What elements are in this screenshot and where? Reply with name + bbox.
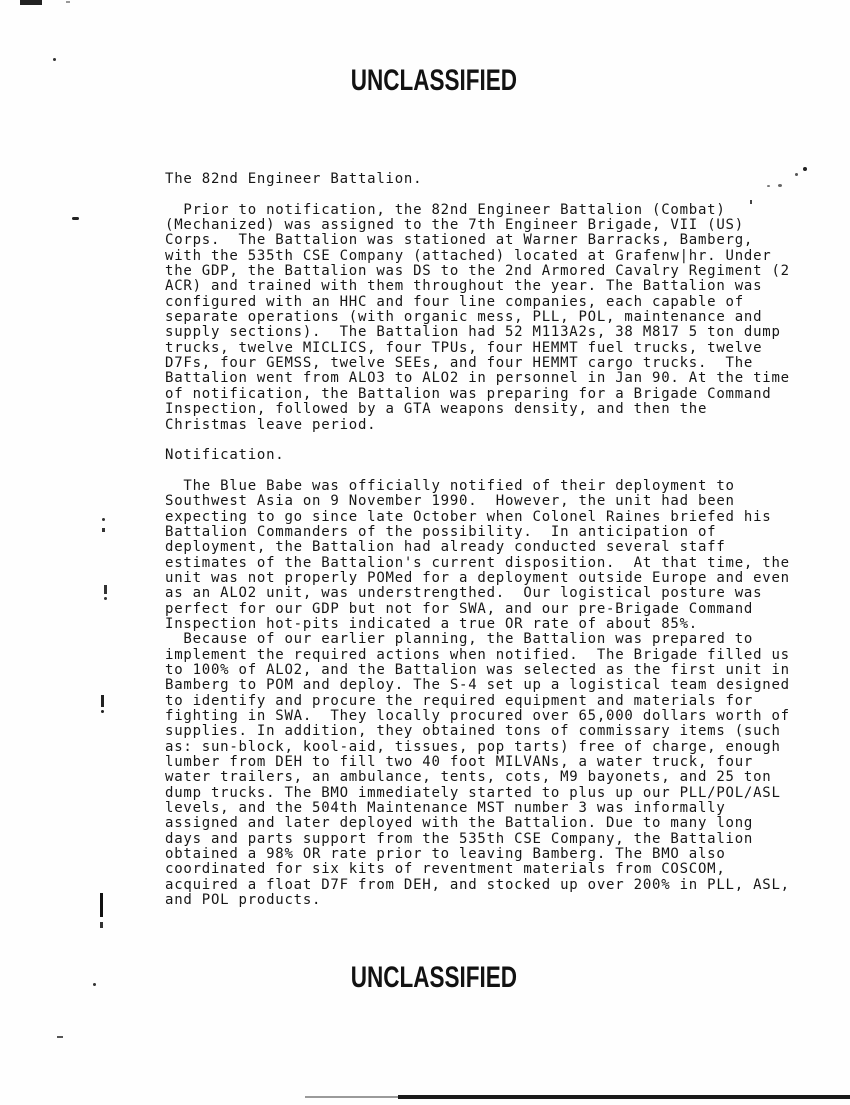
text-line: Because of our earlier planning, the Battalion was prepared to [165, 631, 754, 648]
text-line: assigned and later deployed with the Battalion. Due to many long [165, 815, 754, 832]
scan-edge-line-black [398, 1095, 850, 1099]
text-line: Bamberg to POM and deploy. The S-4 set up a logistical team designed [165, 677, 790, 694]
scan-artifact-speck [750, 200, 752, 204]
text-line: trucks, twelve MICLICS, four TPUs, four HEMMT fuel trucks, twelve [165, 339, 763, 356]
text-line: ACR) and trained with them throughout the year. The Battalion was [165, 278, 763, 295]
text-line: levels, and the 504th Maintenance MST number 3 was informally [165, 800, 726, 817]
text-line: implement the required actions when notified. The Brigade filled us [165, 646, 790, 663]
text-line: to 100% of ALO2, and the Battalion was selected as the first unit in [165, 662, 790, 678]
text-line: Inspection, followed by a GTA weapons density, and then the [165, 401, 708, 418]
scan-artifact-exclaim-dot [101, 710, 104, 713]
scan-artifact-speck [778, 184, 782, 187]
scan-artifact-margin-tick [100, 922, 103, 928]
text-line: D7Fs, four GEMSS, twelve SEEs, and four HEMMT cargo trucks. The [165, 355, 754, 372]
text-line: days and parts support from the 535th CSE Company, the Battalion [165, 830, 754, 847]
text-line: configured with an HHC and four line companies, each capable of [165, 293, 744, 310]
scan-artifact-speck [795, 173, 798, 176]
text-line: of notification, the Battalion was preparing for a Brigade Command [165, 385, 772, 402]
text-line: to identify and procure the required equipment and materials for [165, 692, 754, 709]
classification-footer-text: UNCLASSIFIED [350, 961, 518, 994]
scan-artifact-corner-tick [66, 1, 70, 3]
text-line: Southwest Asia on 9 November 1990. However, the unit had been [165, 493, 735, 510]
text-line: the GDP, the Battalion was DS to the 2nd Armored Cavalry Regiment (2 [165, 263, 790, 280]
text-line: and POL products. [165, 892, 322, 909]
text-line: fighting in SWA. They locally procured over 65,000 dollars worth of [165, 708, 790, 725]
scan-edge-line-gray [305, 1096, 405, 1098]
text-line: Christmas leave period. [165, 416, 377, 433]
text-line: separate operations (with organic mess, PLL, POL, maintenance and [165, 309, 763, 326]
text-line: estimates of the Battalion's current disposition. At that time, the [165, 554, 790, 571]
text-line: lumber from DEH to fill two 40 foot MILVANs, a water truck, four [165, 754, 754, 771]
text-line: perfect for our GDP but not for SWA, and our pre-Brigade Command [165, 600, 754, 617]
text-line: Prior to notification, the 82nd Engineer Battalion (Combat) [165, 201, 726, 218]
text-line: unit was not properly POMed for a deployment outside Europe and even [165, 569, 790, 586]
scan-artifact-colon-mark [102, 528, 105, 532]
document-body-text [165, 172, 825, 909]
text-line: expecting to go since late October when Colonel Raines briefed his [165, 508, 772, 525]
text-line: coordinated for six kits of reventment materials from COSCOM, [165, 861, 726, 878]
scan-artifact-dot [53, 58, 56, 61]
text-line: supplies. In addition, they obtained tons of commissary items (such [165, 723, 781, 740]
text-line: as: sun-block, kool-aid, tissues, pop tarts) free of charge, enough [165, 738, 781, 755]
scan-artifact-speck [767, 185, 770, 187]
text-line: obtained a 98% OR rate prior to leaving Bamberg. The BMO also [165, 846, 726, 863]
text-line: Battalion went from ALO3 to ALO2 in personnel in Jan 90. At the time [165, 370, 790, 387]
text-line: The 82nd Engineer Battalion. [165, 171, 423, 187]
text-line: with the 535th CSE Company (attached) located at Grafenw|hr. Under [165, 247, 772, 264]
text-line: Inspection hot-pits indicated a true OR rate of about 85%. [165, 615, 698, 632]
text-line [165, 433, 825, 448]
text-line: Corps. The Battalion was stationed at Warner Barracks, Bamberg, [165, 232, 754, 249]
scan-artifact-colon-mark [102, 518, 105, 521]
text-line [165, 187, 825, 202]
scan-artifact-corner-chip [20, 0, 42, 5]
scan-artifact-dash [57, 1036, 63, 1038]
text-line: acquired a float D7F from DEH, and stocked up over 200% in PLL, ASL, [165, 876, 790, 893]
scan-artifact-bar-dot [104, 597, 107, 600]
scan-artifact-margin-bar [100, 893, 103, 917]
text-line: dump trucks. The BMO immediately started to plus up our PLL/POL/ASL [165, 784, 781, 801]
scan-artifact-dash [72, 217, 79, 220]
scan-artifact-exclaim-mark [101, 695, 104, 707]
text-line: Battalion Commanders of the possibility. In anticipation of [165, 523, 717, 540]
text-line: supply sections). The Battalion had 52 M113A2s, 38 M817 5 ton dump [165, 324, 781, 341]
text-line: The Blue Babe was officially notified of their deployment to [165, 477, 735, 494]
text-line: (Mechanized) was assigned to the 7th Engineer Brigade, VII (US) [165, 217, 744, 234]
classification-header [0, 64, 850, 98]
text-line: as an ALO2 unit, was understrengthed. Our logistical posture was [165, 585, 763, 602]
text-line: water trailers, an ambulance, tents, cots, M9 bayonets, and 25 ton [165, 769, 772, 786]
classification-footer [0, 961, 850, 995]
classification-header-text: UNCLASSIFIED [350, 64, 518, 97]
text-line: Notification. [165, 447, 285, 464]
scan-artifact-speck [803, 167, 807, 171]
text-line: deployment, the Battalion had already conducted several staff [165, 539, 726, 556]
scan-artifact-dot [93, 983, 96, 986]
scan-artifact-bar-mark [104, 585, 107, 594]
text-line [165, 464, 825, 479]
